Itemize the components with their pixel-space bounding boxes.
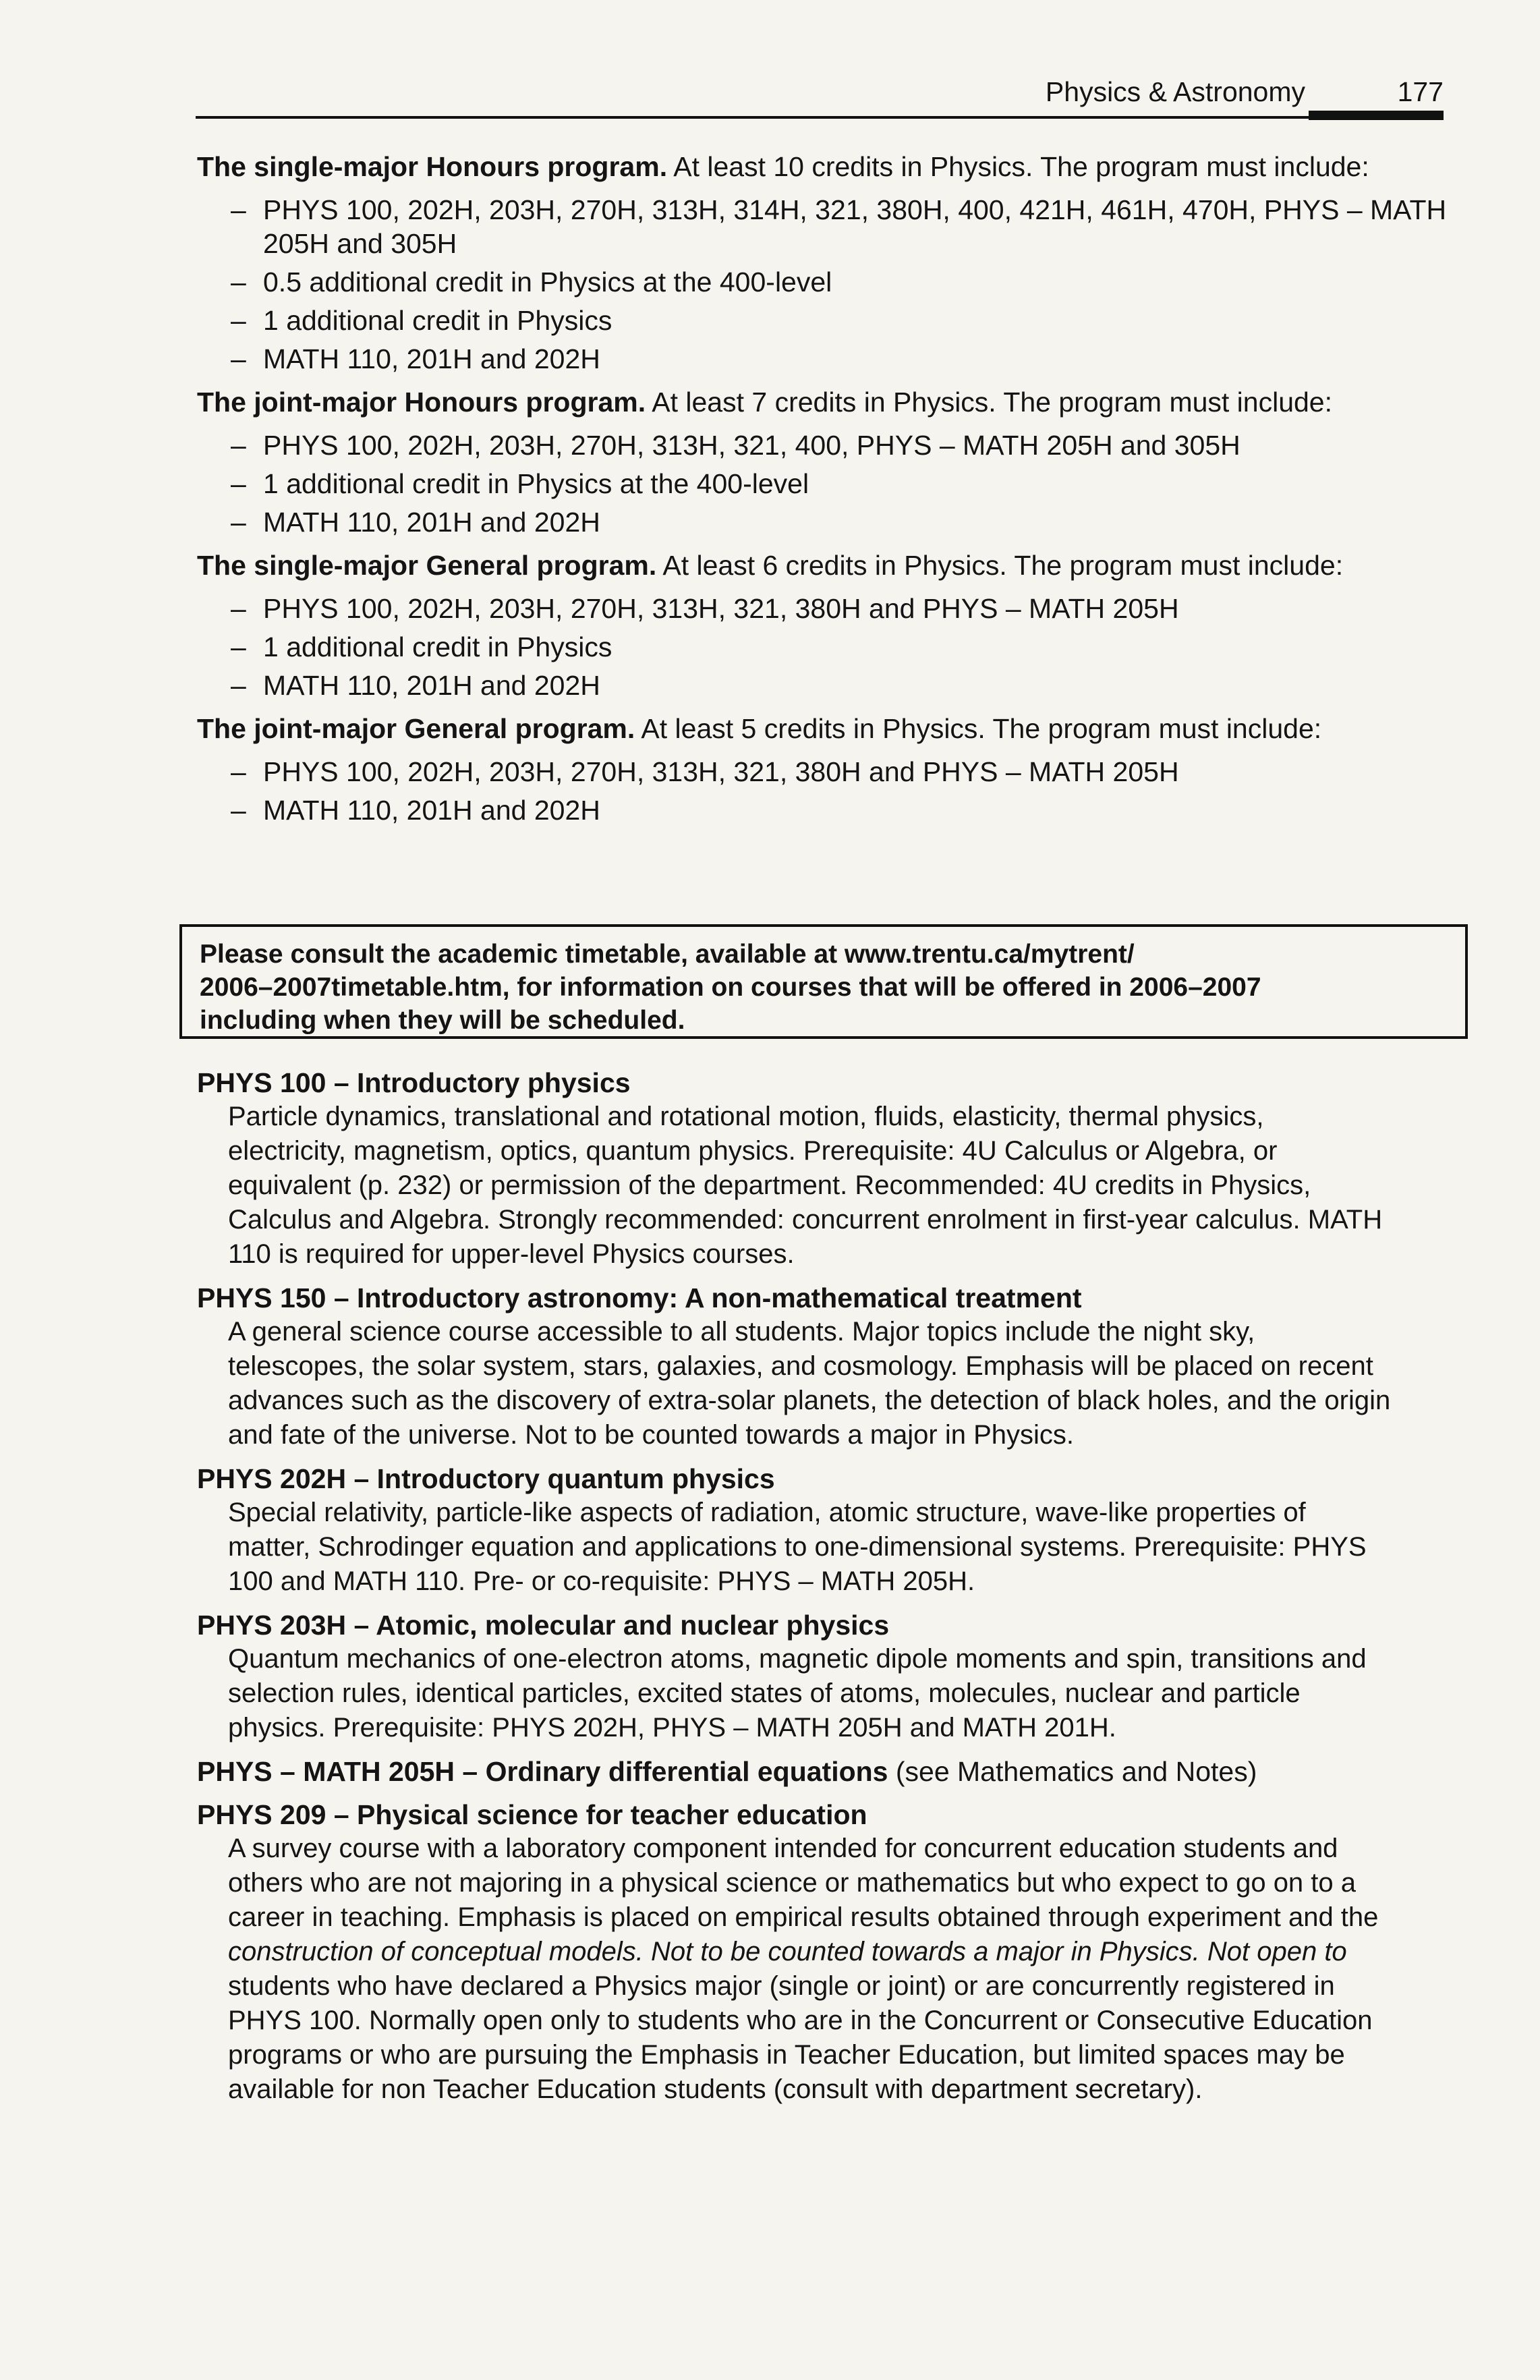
requirement-item: – MATH 110, 201H and 202H <box>231 343 600 374</box>
header-rule-accent <box>1309 111 1444 120</box>
requirement-item: – MATH 110, 201H and 202H <box>231 795 600 826</box>
course-list <box>197 1066 1465 2116</box>
program-block <box>197 380 1465 539</box>
requirement-list <box>197 592 1465 702</box>
requirement-list <box>197 755 1465 827</box>
program-name: The joint-major General program. <box>197 713 635 744</box>
requirement-item: – 1 additional credit in Physics <box>231 305 612 336</box>
program-name: The joint-major Honours program. <box>197 387 646 418</box>
program-requirements <box>197 145 1465 832</box>
requirement-list <box>197 193 1465 376</box>
course-title: PHYS 209 – Physical science for teacher education <box>197 1799 867 1830</box>
timetable-notice-box <box>179 924 1468 1039</box>
program-block <box>197 145 1465 376</box>
requirement-item: – PHYS 100, 202H, 203H, 270H, 313H, 321, 380H and PHYS – MATH 205H <box>231 593 1179 624</box>
course-title: PHYS 150 – Introductory astronomy: A non-mathematical treatment <box>197 1282 1082 1313</box>
requirement-item: – MATH 110, 201H and 202H <box>231 507 600 538</box>
course-description: Particle dynamics, translational and rotational motion, fluids, elasticity, thermal physics, electricity, magnetism, optics, quantum physics. Prerequisite: 4U Calculus or Algebra, or equivalent (p. 232) or permission of the department. Recommended: 4U credits in Physics, Calculus and Algebra. Strongly recommended: concurrent enrolment in first-year calculus. MATH 110 is required for upper-level Physics courses. <box>228 1102 1383 1269</box>
page-number: 177 <box>1397 76 1444 107</box>
course-entry <box>197 1066 1465 1272</box>
program-name: The single-major Honours program. <box>197 151 668 182</box>
course-description: A general science course accessible to all students. Major topics include the night sky, telescopes, the solar system, stars, galaxies, and cosmology. Emphasis will be placed on recent advances such as the discovery of extra-solar planets, the detection of black holes, and the origin and fate of the universe. Not to be counted towards a major in Physics. <box>228 1317 1391 1450</box>
course-entry <box>197 1281 1465 1452</box>
program-heading <box>197 145 1465 188</box>
program-name: The single-major General program. <box>197 550 657 581</box>
course-title: PHYS 100 – Introductory physics <box>197 1067 631 1098</box>
header-rule <box>196 116 1444 119</box>
program-requirement: At least 6 credits in Physics. The program must include: <box>656 550 1344 581</box>
course-see-note: (see Mathematics and Notes) <box>888 1756 1257 1787</box>
notice-line: 2006–2007timetable.htm, for information on courses that will be offered in 2006–2007 <box>200 973 1261 1002</box>
notice-line: including when they will be scheduled. <box>200 1006 685 1035</box>
program-requirement: At least 5 credits in Physics. The program must include: <box>635 713 1322 744</box>
program-block <box>197 707 1465 827</box>
requirement-item: – 1 additional credit in Physics <box>231 631 612 662</box>
notice-line: Please consult the academic timetable, available at www.trentu.ca/mytrent/ <box>200 940 1135 969</box>
course-entry <box>197 1462 1465 1599</box>
requirement-item: – PHYS 100, 202H, 203H, 270H, 313H, 314H, 321, 380H, 400, 421H, 461H, 470H, PHYS – MATH 205H and 305H <box>231 194 1447 259</box>
course-title: PHYS 202H – Introductory quantum physics <box>197 1463 775 1494</box>
program-heading <box>197 707 1465 750</box>
requirement-item: – 1 additional credit in Physics at the 400-level <box>231 468 809 499</box>
program-heading <box>197 544 1465 587</box>
course-entry <box>197 1755 1465 1788</box>
course-title: PHYS – MATH 205H – Ordinary differential equations (see Mathematics and Notes) <box>197 1756 1257 1787</box>
course-description: Special relativity, particle-like aspects of radiation, atomic structure, wave-like properties of matter, Schrodinger equation and applications to one-dimensional systems. Prerequisite: PHYS 100 and MATH 110. Pre- or co-requisite: PHYS – MATH 205H. <box>228 1498 1367 1596</box>
requirement-list <box>197 428 1465 539</box>
course-title: PHYS 203H – Atomic, molecular and nuclear physics <box>197 1610 890 1641</box>
section-title: Physics & Astronomy <box>1045 76 1305 107</box>
requirement-item: – MATH 110, 201H and 202H <box>231 670 600 701</box>
program-block <box>197 544 1465 702</box>
page-header <box>196 67 1444 116</box>
program-requirement: At least 7 credits in Physics. The program must include: <box>646 387 1332 418</box>
requirement-item: – PHYS 100, 202H, 203H, 270H, 313H, 321, 380H and PHYS – MATH 205H <box>231 756 1179 787</box>
course-description: Quantum mechanics of one-electron atoms, magnetic dipole moments and spin, transitions and selection rules, identical particles, excited states of atoms, molecules, nuclear and particle physics. Prerequisite: PHYS 202H, PHYS – MATH 205H and MATH 201H. <box>228 1644 1367 1743</box>
course-entry <box>197 1798 1465 2107</box>
requirement-item: – PHYS 100, 202H, 203H, 270H, 313H, 321, 400, PHYS – MATH 205H and 305H <box>231 430 1240 461</box>
course-entry <box>197 1608 1465 1745</box>
program-heading <box>197 380 1465 424</box>
requirement-item: – 0.5 additional credit in Physics at the 400-level <box>231 266 832 298</box>
program-requirement: At least 10 credits in Physics. The program must include: <box>667 151 1369 182</box>
course-description: A survey course with a laboratory component intended for concurrent education students and others who are not majoring in a physical science or mathematics but who expect to go on to a career in teaching. Emphasis is placed on empirical results obtained through experiment and the construction of conceptual models. Not to be counted towards a major in Physics. Not open to students who have declared a Physics major (single or joint) or are concurrently registered in PHYS 100. Normally open only to students who are in the Concurrent or Consecutive Education programs or who are pursuing the Emphasis in Teacher Education, but limited spaces may be available for non Teacher Education students (consult with department secretary). <box>228 1834 1379 2104</box>
